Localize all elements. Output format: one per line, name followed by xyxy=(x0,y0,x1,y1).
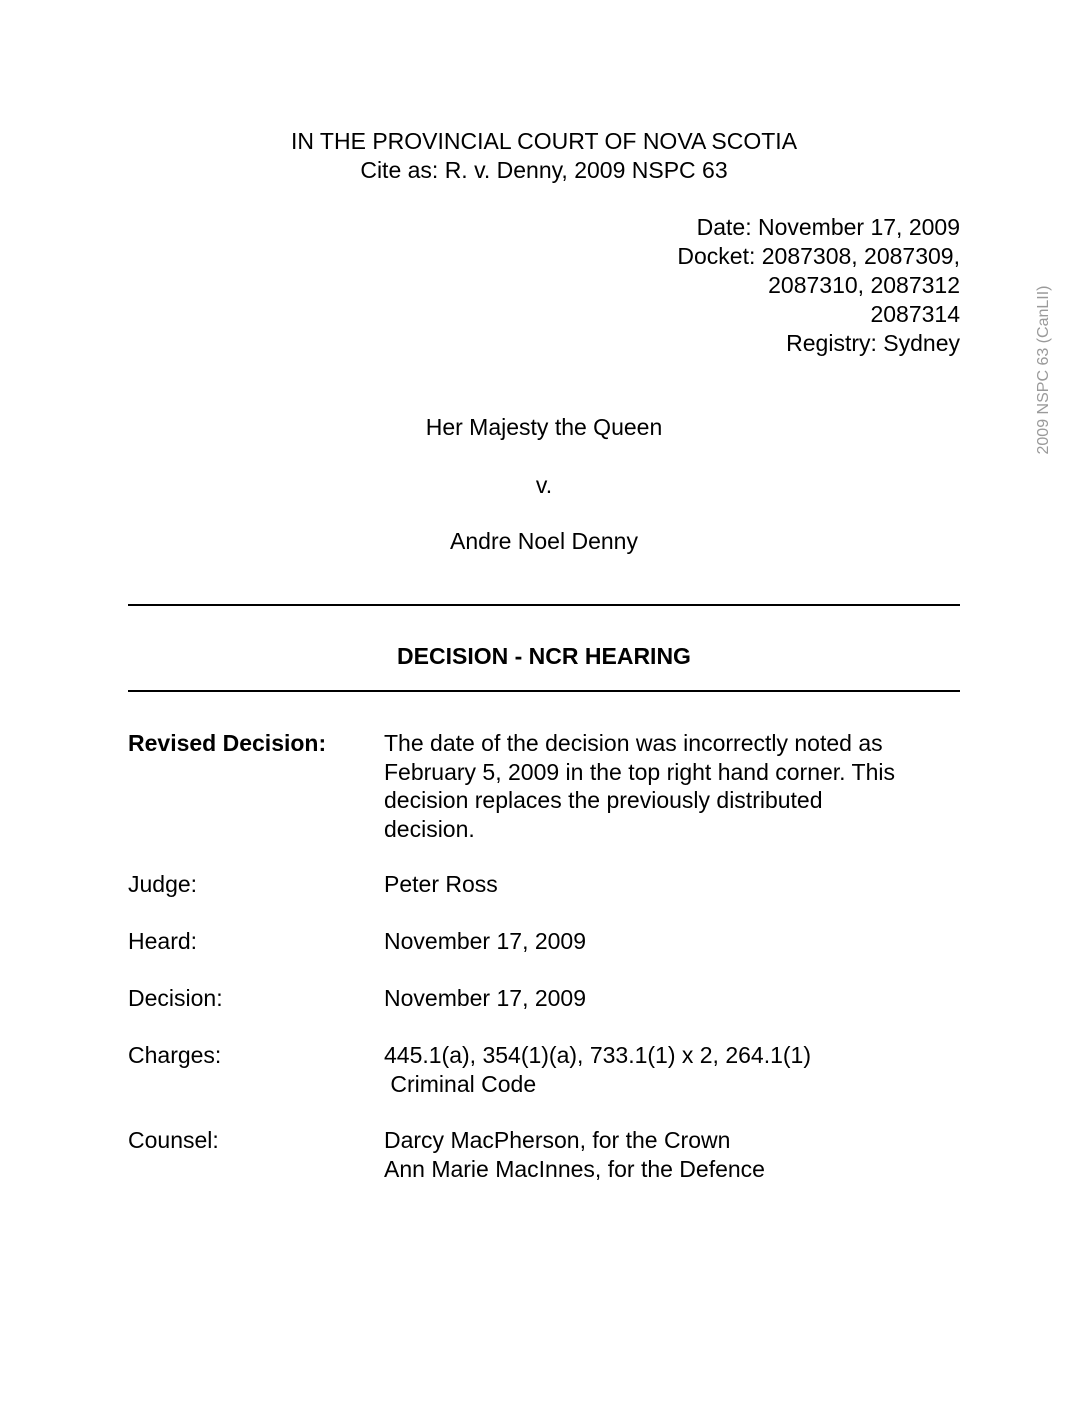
registry: Registry: Sydney xyxy=(786,330,960,356)
decision-date: Date: November 17, 2009 xyxy=(696,214,960,240)
docket-line-3: 2087314 xyxy=(870,301,960,327)
value-line: decision replaces the previously distributed xyxy=(384,787,823,813)
field-value xyxy=(384,1126,960,1183)
value-line: 445.1(a), 354(1)(a), 733.1(1) x 2, 264.1(1) xyxy=(384,1042,812,1068)
value-line: Criminal Code xyxy=(384,1070,537,1097)
field-value: November 17, 2009 xyxy=(384,928,587,954)
field-label: Judge: xyxy=(128,871,198,897)
canlii-watermark: 2009 NSPC 63 (CanLII) xyxy=(1035,285,1052,455)
field-label: Decision: xyxy=(128,985,223,1011)
field-value xyxy=(384,1041,960,1098)
field-value: November 17, 2009 xyxy=(384,985,587,1011)
document-title: DECISION - NCR HEARING xyxy=(397,643,691,669)
court-heading xyxy=(0,127,1088,185)
case-metadata xyxy=(677,213,960,358)
field-label: Heard: xyxy=(128,928,198,954)
court-name: IN THE PROVINCIAL COURT OF NOVA SCOTIA xyxy=(290,128,798,154)
divider-bottom xyxy=(128,690,960,692)
field-label: Charges: xyxy=(128,1042,222,1068)
party-plaintiff: Her Majesty the Queen xyxy=(425,414,663,440)
value-line: Ann Marie MacInnes, for the Defence xyxy=(384,1155,765,1182)
field-value: Peter Ross xyxy=(384,871,498,897)
party-defendant: Andre Noel Denny xyxy=(450,528,638,554)
field-value xyxy=(384,729,960,843)
docket-line-2: 2087310, 2087312 xyxy=(768,272,960,298)
citation: Cite as: R. v. Denny, 2009 NSPC 63 xyxy=(360,157,728,183)
docket-line-1: Docket: 2087308, 2087309, xyxy=(677,243,960,269)
value-line: The date of the decision was incorrectly noted as xyxy=(384,730,883,756)
value-line: decision. xyxy=(384,815,475,842)
party-versus: v. xyxy=(535,472,553,498)
divider-top xyxy=(128,604,960,606)
field-label: Counsel: xyxy=(128,1127,219,1153)
value-line: February 5, 2009 in the top right hand corner. This xyxy=(384,758,895,785)
value-line: Darcy MacPherson, for the Crown xyxy=(384,1127,731,1153)
field-label: Revised Decision: xyxy=(128,730,327,756)
